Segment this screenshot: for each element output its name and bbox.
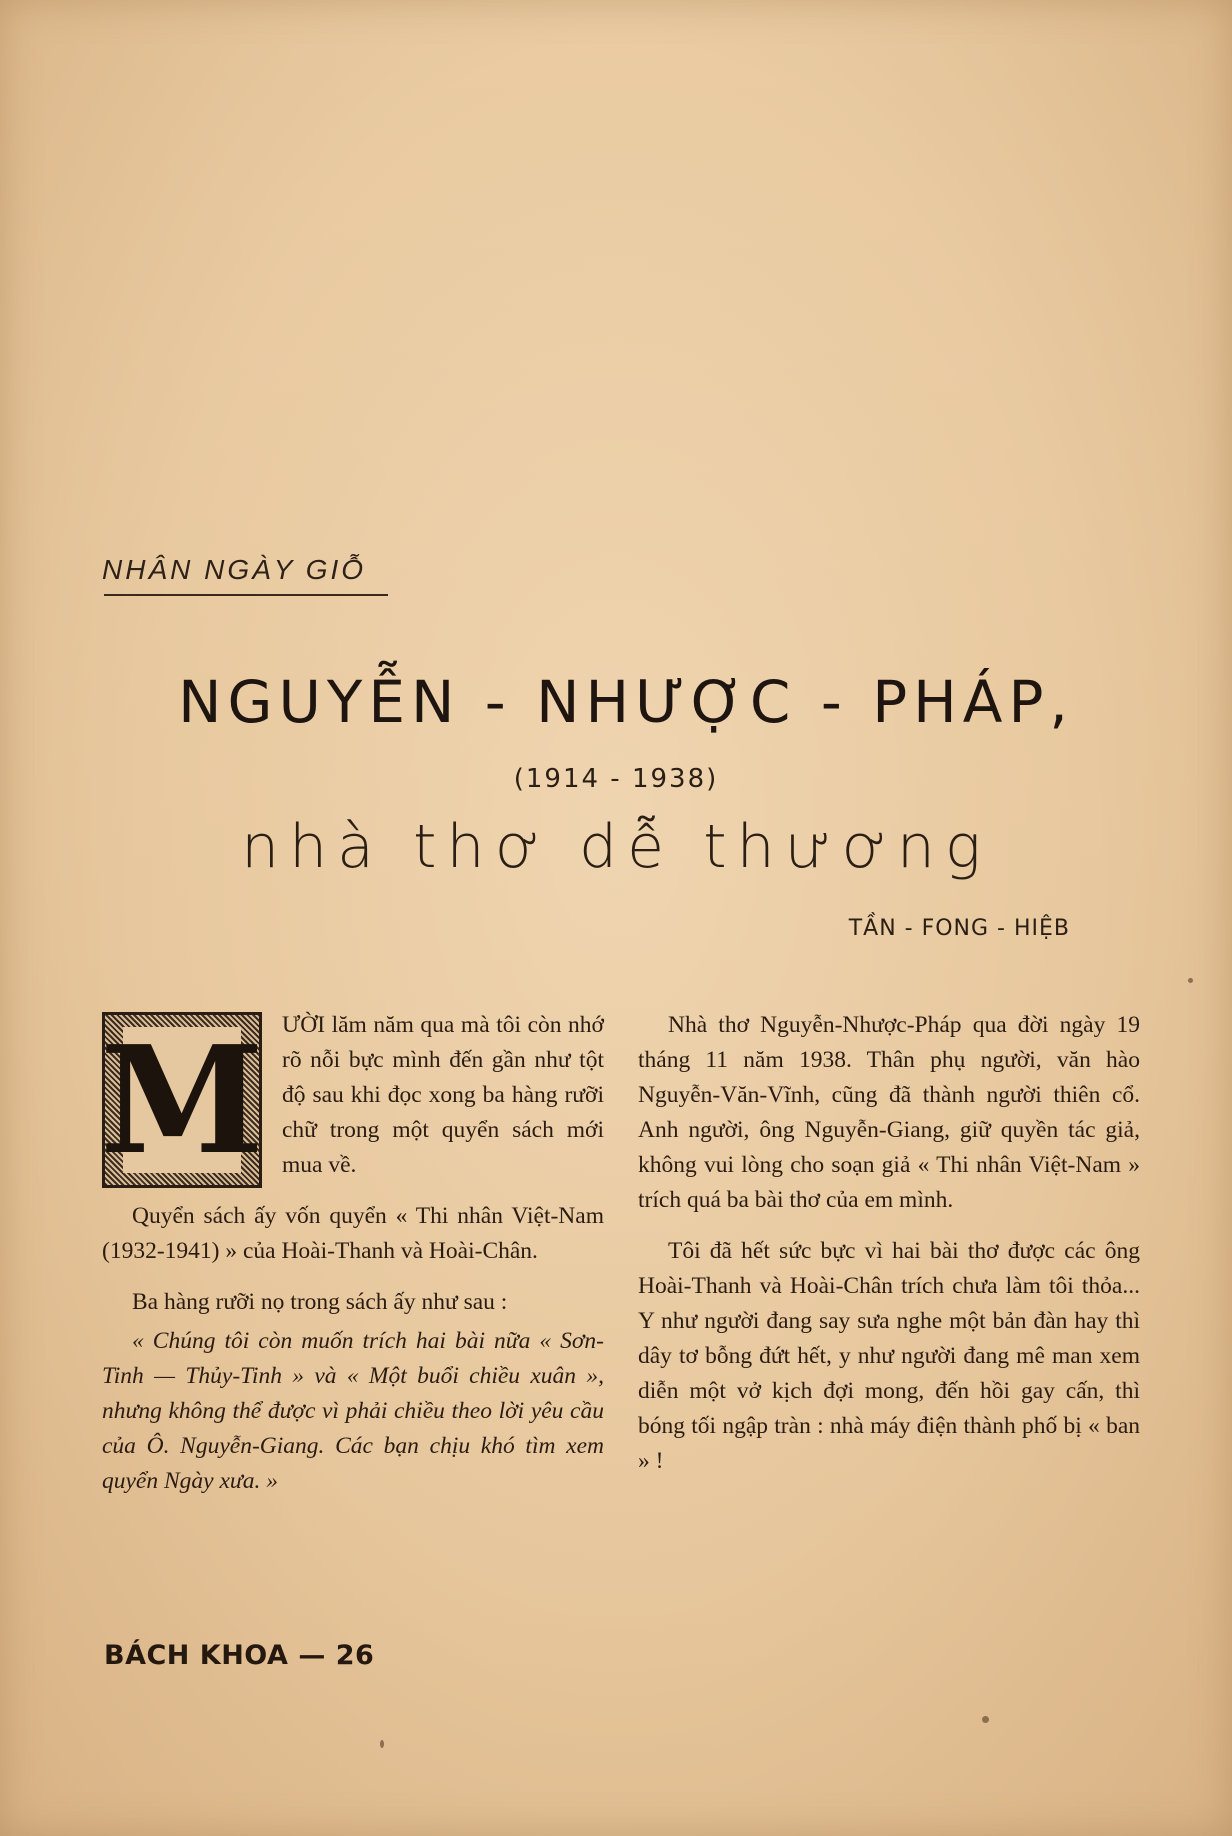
paragraph-opening: ƯỜI lăm năm qua mà tôi còn nhớ rõ nỗi bực mình đến gần như tột độ sau khi đọc xong ba hàng rưỡi chữ trong một quyển sách mới mua về. bbox=[282, 1012, 604, 1178]
article-author: TẦN - FONG - HIỆB bbox=[848, 916, 1070, 941]
article-subtitle: nhà thơ dễ thương bbox=[241, 812, 991, 882]
section-label: NHÂN NGÀY GIỖ bbox=[102, 554, 367, 585]
dropcap-ornament bbox=[102, 1012, 262, 1188]
section-underline bbox=[104, 594, 388, 596]
paper-speck bbox=[982, 1716, 989, 1723]
page-footer: BÁCH KHOA — 26 bbox=[104, 1640, 375, 1671]
article-years: (1914 - 1938) bbox=[513, 764, 719, 794]
quoted-passage: « Chúng tôi còn muốn trích hai bài nữa « Sơn-Tinh — Thủy-Tinh » và « Một buổi chiều xuân », nhưng không thể được vì phải chiều theo lời yêu cầu của Ô. Nguyễn-Giang. Các bạn chịu khó tìm xem quyển Ngày xưa. » bbox=[102, 1328, 604, 1494]
paragraph-lines-intro: Ba hàng rưỡi nọ trong sách ấy như sau : bbox=[132, 1289, 508, 1315]
paper-speck bbox=[380, 1740, 384, 1748]
paragraph-book: Quyển sách ấy vốn quyển « Thi nhân Việt-Nam (1932-1941) » của Hoài-Thanh và Hoài-Chân. bbox=[102, 1203, 604, 1264]
right-column bbox=[638, 1008, 1140, 1495]
article-title: NGUYỄN - NHƯỢC - PHÁP, bbox=[178, 668, 1074, 736]
left-column bbox=[102, 1008, 604, 1515]
paragraph-death: Nhà thơ Nguyễn-Nhược-Pháp qua đời ngày 19 tháng 11 năm 1938. Thân phụ người, văn hào Nguyễn-Văn-Vĩnh, cũng đã thành người thiên cổ. Anh người, ông Nguyễn-Giang, giữ quyền tác giả, không vui lòng cho soạn giả « Thi nhân Việt-Nam » trích quá ba bài thơ của em mình. bbox=[638, 1012, 1140, 1213]
dropcap-letter: M bbox=[100, 1013, 264, 1187]
paragraph-frustration: Tôi đã hết sức bực vì hai bài thơ được các ông Hoài-Thanh và Hoài-Chân trích chưa làm tôi thỏa... Y như người đang say sưa nghe một bản đàn hay thì dây tơ bỗng đứt hết, y như người đang mê man xem diễn một vở kịch đợi mong, đến hồi gay cấn, thì bóng tối ngập tràn : nhà máy điện thành phố bị « ban » ! bbox=[638, 1238, 1140, 1474]
paper-speck bbox=[1188, 978, 1193, 983]
